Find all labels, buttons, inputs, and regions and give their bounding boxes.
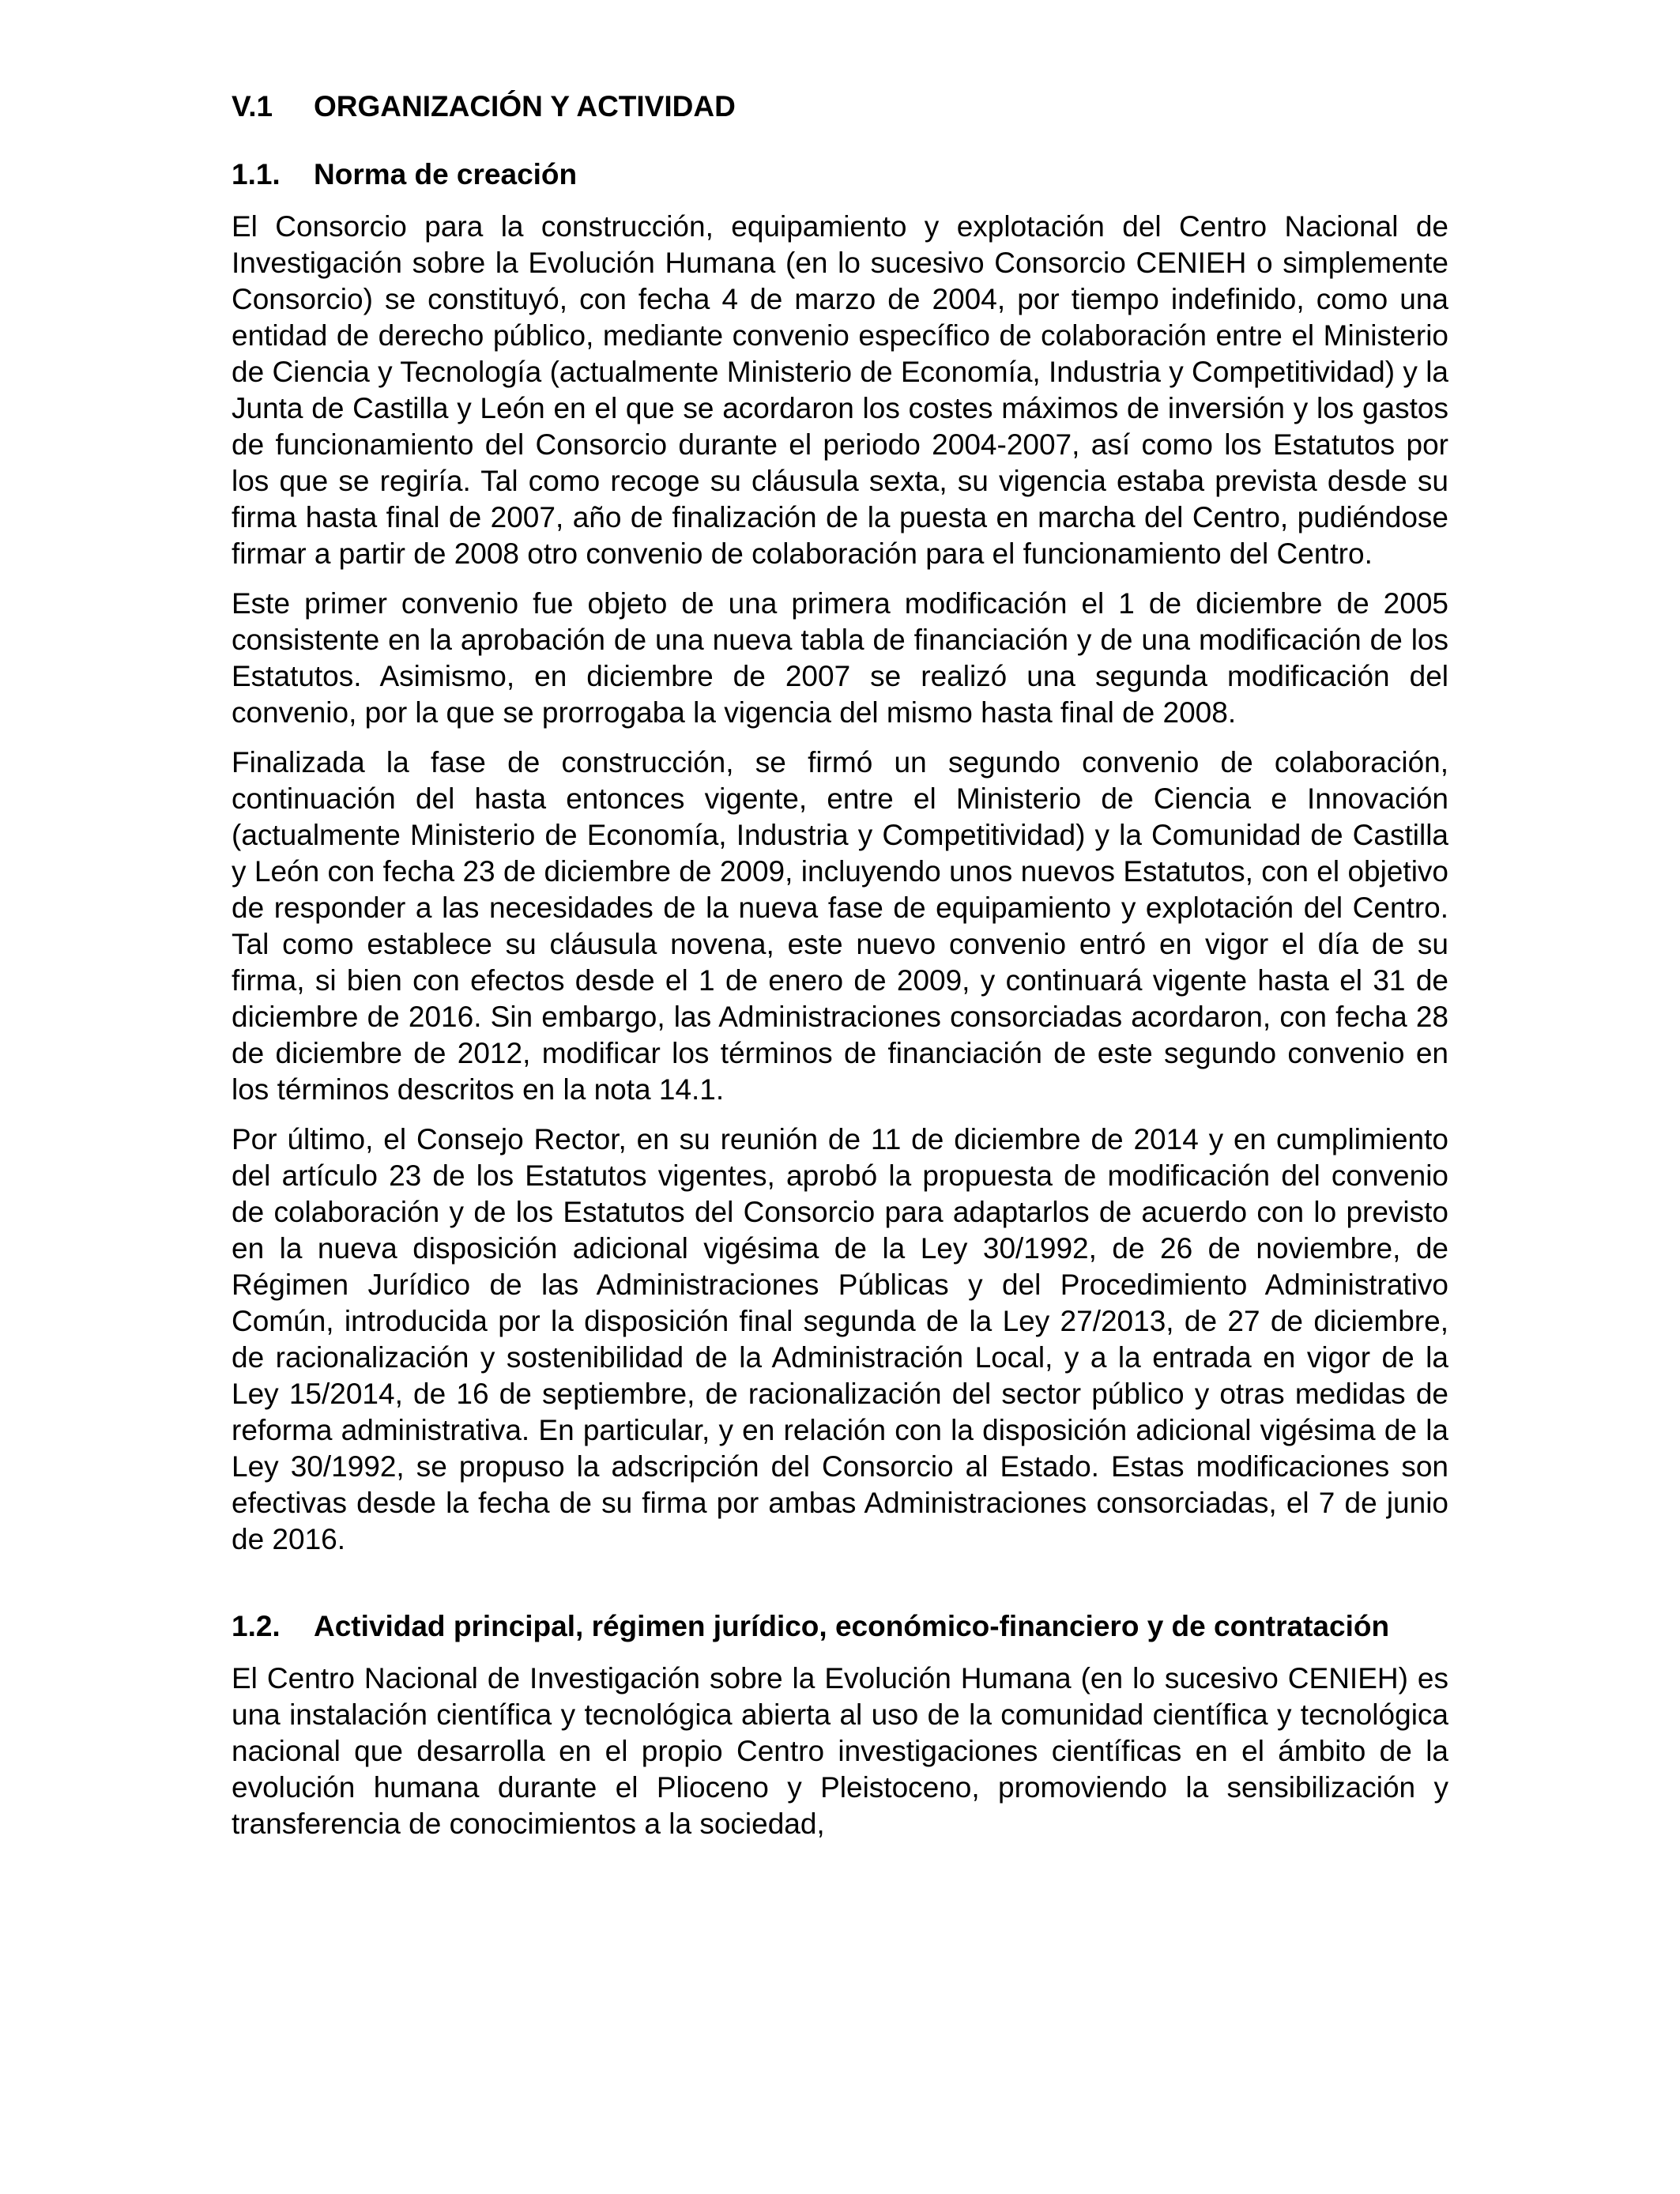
- section-title: Actividad principal, régimen jurídico, económico-financiero y de contratación: [314, 1610, 1390, 1642]
- document-page: [232, 89, 1448, 1856]
- section-heading-1-1: [232, 156, 1448, 193]
- chapter-title: ORGANIZACIÓN Y ACTIVIDAD: [314, 90, 736, 123]
- paragraph: Por último, el Consejo Rector, en su reunión de 11 de diciembre de 2014 y en cumplimiento del artículo 23 de los Estatutos vigentes, aprobó la propuesta de modificación del convenio de colaboración y de los Estatutos del Consorcio para adaptarlos de acuerdo con lo previsto en la nueva disposición adicional vigésima de la Ley 30/1992, de 26 de noviembre, de Régimen Jurídico de las Administraciones Públicas y del Procedimiento Administrativo Común, introducida por la disposición final segunda de la Ley 27/2013, de 27 de diciembre, de racionalización y sostenibilidad de la Administración Local, y a la entrada en vigor de la Ley 15/2014, de 16 de septiembre, de racionalización del sector público y otras medidas de reforma administrativa. En particular, y en relación con la disposición adicional vigésima de la Ley 30/1992, se propuso la adscripción del Consorcio al Estado. Estas modificaciones son efectivas desde la fecha de su firma por ambas Administraciones consorciadas, el 7 de junio de 2016.: [232, 1123, 1448, 1555]
- chapter-number: V.1: [232, 90, 273, 123]
- paragraph: Finalizada la fase de construcción, se firmó un segundo convenio de colaboración, continuación del hasta entonces vigente, entre el Ministerio de Ciencia e Innovación (actualmente Ministerio de Economía, Industria y Competitividad) y la Comunidad de Castilla y León con fecha 23 de diciembre de 2009, incluyendo unos nuevos Estatutos, con el objetivo de responder a las necesidades de la nueva fase de equipamiento y explotación del Centro. Tal como establece su cláusula novena, este nuevo convenio entró en vigor el día de su firma, si bien con efectos desde el 1 de enero de 2009, y continuará vigente hasta el 31 de diciembre de 2016. Sin embargo, las Administraciones consorciadas acordaron, con fecha 28 de diciembre de 2012, modificar los términos de financiación de este segundo convenio en los términos descritos en la nota 14.1.: [232, 746, 1448, 1106]
- paragraph: El Centro Nacional de Investigación sobre la Evolución Humana (en lo sucesivo CENIEH) es una instalación científica y tecnológica abierta al uso de la comunidad científica y tecnológica nacional que desarrolla en el propio Centro investigaciones científicas en el ámbito de la evolución humana durante el Plioceno y Pleistoceno, promoviendo la sensibilización y transferencia de conocimientos a la sociedad,: [232, 1662, 1448, 1840]
- section-heading-1-2: [232, 1608, 1448, 1645]
- paragraph: El Consorcio para la construcción, equipamiento y explotación del Centro Nacional de Investigación sobre la Evolución Humana (en lo sucesivo Consorcio CENIEH o simplemente Consorcio) se constituyó, con fecha 4 de marzo de 2004, por tiempo indefinido, como una entidad de derecho público, mediante convenio específico de colaboración entre el Ministerio de Ciencia y Tecnología (actualmente Ministerio de Economía, Industria y Competitividad) y la Junta de Castilla y León en el que se acordaron los costes máximos de inversión y los gastos de funcionamiento del Consorcio durante el periodo 2004-2007, así como los Estatutos por los que se regiría. Tal como recoge su cláusula sexta, su vigencia estaba prevista desde su firma hasta final de 2007, año de finalización de la puesta en marcha del Centro, pudiéndose firmar a partir de 2008 otro convenio de colaboración para el funcionamiento del Centro.: [232, 210, 1448, 570]
- section-title: Norma de creación: [314, 158, 578, 190]
- section-number: 1.2.: [232, 1610, 281, 1642]
- paragraph: Este primer convenio fue objeto de una primera modificación el 1 de diciembre de 2005 consistente en la aprobación de una nueva tabla de financiación y de una modificación de los Estatutos. Asimismo, en diciembre de 2007 se realizó una segunda modificación del convenio, por la que se prorrogaba la vigencia del mismo hasta final de 2008.: [232, 587, 1448, 729]
- chapter-heading: [232, 89, 1448, 125]
- section-number: 1.1.: [232, 158, 281, 190]
